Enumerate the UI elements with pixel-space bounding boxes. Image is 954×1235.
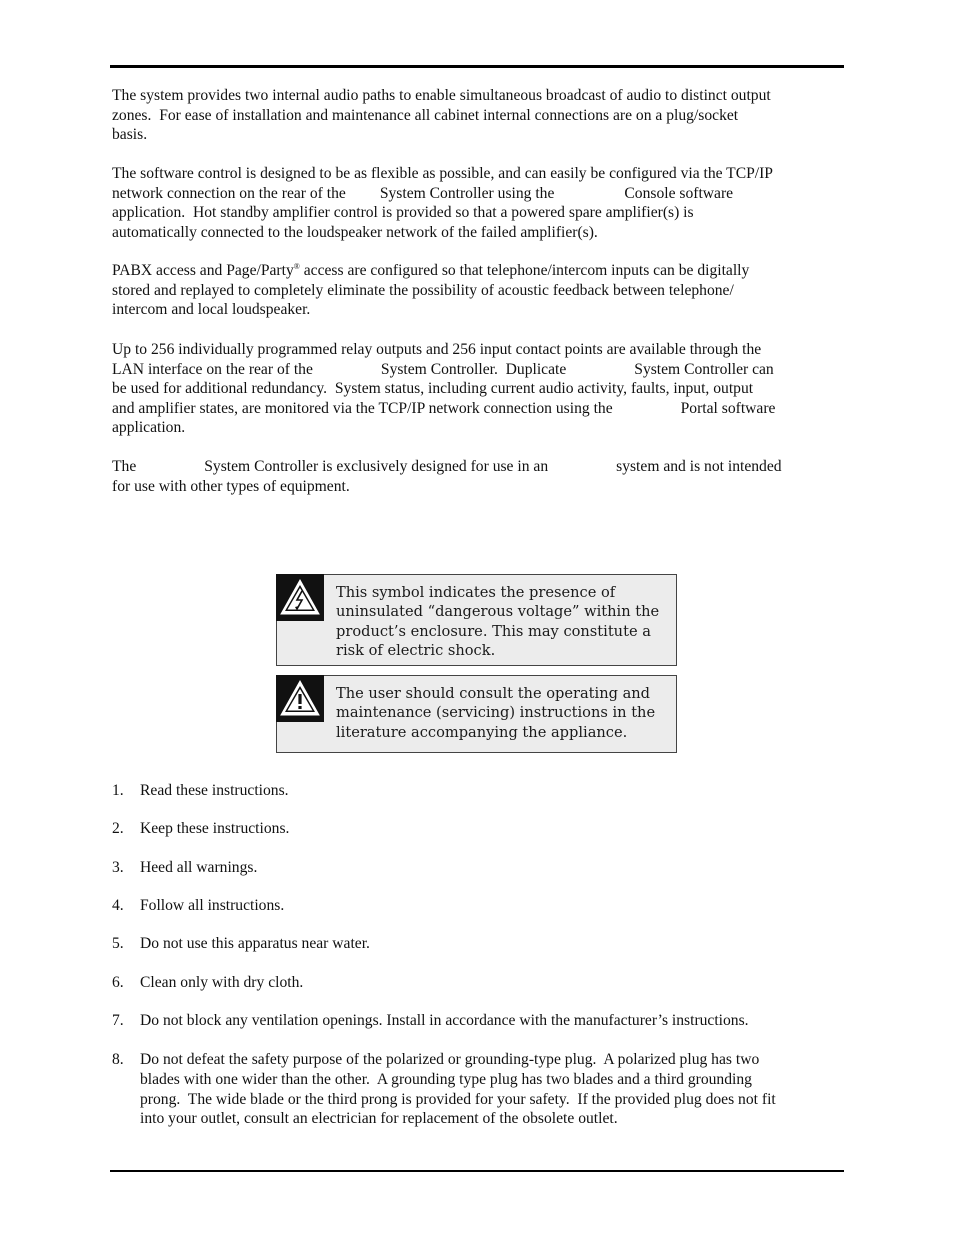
text-line: Do not defeat the safety purpose of the polarized or grounding-type plug. A polarized plug has two [140, 1051, 760, 1068]
text-line: application. Hot standby amplifier control is provided so that a powered spare amplifier(s) is [112, 204, 694, 222]
item-text: Do not use this apparatus near water. [140, 935, 370, 952]
text-line: into your outlet, consult an electrician for replacement of the obsolete outlet. [140, 1110, 618, 1128]
text-line: intercom and local loudspeaker. [112, 301, 311, 319]
footer-rule [110, 1170, 844, 1172]
text-fragment: system and is not intended [616, 458, 782, 475]
item-text: Follow all instructions. [140, 897, 285, 914]
exclamation-warning-icon [276, 675, 324, 722]
text-fragment: System Controller can [634, 360, 774, 378]
item-text: Do not block any ventilation openings. Install in accordance with the manufacturer’s instructions. [140, 1012, 749, 1029]
item-text: Keep these instructions. [140, 820, 290, 837]
header-rule [110, 65, 844, 68]
text-line: The system provides two internal audio paths to enable simultaneous broadcast of audio to distinct output [112, 87, 771, 104]
text-line: uninsulated “dangerous voltage” within the [336, 603, 660, 621]
registered-mark: ® [293, 262, 300, 271]
text-line: risk of electric shock. [336, 642, 496, 660]
text-line: zones. For ease of installation and maintenance all cabinet internal connections are on a plug/socket [112, 106, 739, 124]
text-line: stored and replayed to completely eliminate the possibility of acoustic feedback between telephone/ [112, 281, 734, 299]
text-line: This symbol indicates the presence of [336, 584, 616, 601]
item-text: Read these instructions. [140, 782, 289, 799]
text-fragment: System Controller. Duplicate [380, 360, 567, 378]
item-text: Heed all warnings. [140, 859, 258, 876]
attention-warning-text [336, 684, 655, 742]
item-number: 2. [112, 820, 124, 837]
text-fragment: System Controller using the [379, 184, 555, 202]
text-line: application. [112, 419, 186, 437]
text-fragment: and amplifier states, are monitored via the TCP/IP network connection using the [112, 399, 613, 417]
item-number: 5. [112, 935, 124, 952]
item-number: 6. [112, 974, 124, 991]
shock-warning-notice [276, 574, 677, 666]
text-line: be used for additional redundancy. System status, including current audio activity, faults, input, output [112, 380, 754, 398]
paragraph-audio-paths [112, 86, 844, 145]
text-line: automatically connected to the loudspeaker network of the failed amplifier(s). [112, 223, 598, 241]
text-fragment: LAN interface on the rear of the [112, 360, 313, 378]
item-number: 8. [112, 1051, 124, 1068]
lightning-warning-icon [276, 574, 324, 621]
paragraph-pabx-access [112, 261, 844, 320]
item-number: 7. [112, 1012, 124, 1029]
text-line [112, 184, 844, 204]
item-number: 4. [112, 897, 124, 914]
text-line: The user should consult the operating and [336, 685, 651, 702]
text-line: literature accompanying the appliance. [336, 723, 628, 741]
attention-warning-notice [276, 675, 677, 753]
item-text: Clean only with dry cloth. [140, 974, 304, 991]
item-text [140, 1050, 776, 1129]
text-line: blades with one wider than the other. A grounding type plug has two blades and a third grounding [140, 1070, 752, 1088]
text-line: maintenance (servicing) instructions in the [336, 704, 656, 722]
shock-warning-text [336, 583, 659, 661]
text-line [112, 360, 844, 380]
paragraph-software-control [112, 164, 844, 242]
paragraph-exclusive-use [112, 457, 844, 496]
text-fragment: PABX access and Page/Party [112, 262, 294, 279]
item-number: 1. [112, 782, 124, 799]
text-fragment: System Controller is exclusively designed for use in an [204, 458, 549, 475]
text-line: prong. The wide blade or the third prong is provided for your safety. If the provided plug does not fit [140, 1090, 776, 1108]
paragraph-relay-outputs [112, 340, 844, 438]
text-line: product’s enclosure. This may constitute a [336, 622, 651, 640]
text-line: The software control is designed to be as flexible as possible, and can easily be configured via the TCP/IP [112, 165, 773, 182]
text-line: for use with other types of equipment. [112, 477, 350, 495]
text-fragment: Portal software [680, 399, 776, 417]
item-number: 3. [112, 859, 124, 876]
text-line [112, 399, 844, 419]
text-fragment: network connection on the rear of the [112, 184, 346, 202]
text-line: basis. [112, 126, 148, 144]
text-line [112, 457, 844, 477]
text-line: Up to 256 individually programmed relay outputs and 256 input contact points are available through the [112, 341, 762, 358]
text-fragment: access are configured so that telephone/intercom inputs can be digitally [299, 262, 750, 279]
text-fragment: The [112, 458, 137, 475]
text-fragment: Console software [624, 184, 734, 202]
text-line [112, 261, 844, 281]
